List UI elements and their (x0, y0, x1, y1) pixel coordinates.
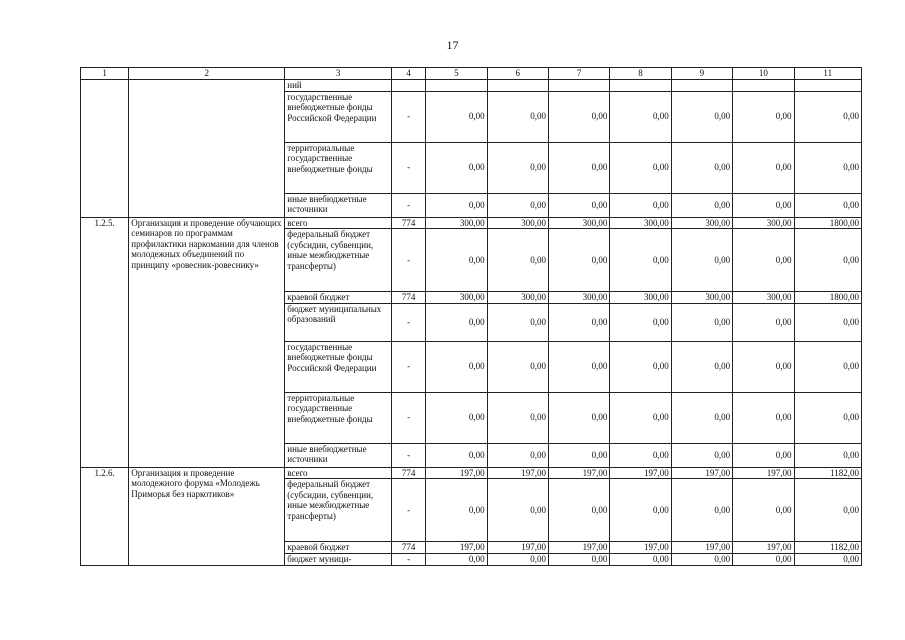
responsible-code (391, 80, 425, 92)
amount-cell: 300,00 (733, 292, 794, 304)
amount-cell: 197,00 (426, 542, 487, 554)
funding-source: государственные внебюджетные фонды Российской Федерации (285, 341, 392, 392)
responsible-code: - (391, 479, 425, 542)
amount-cell: 0,00 (426, 229, 487, 292)
amount-cell: 0,00 (548, 303, 609, 341)
table-row (81, 467, 862, 479)
amount-cell: 0,00 (733, 392, 794, 443)
item-code: 1.2.5. (81, 217, 129, 467)
funding-source: бюджет муници- (285, 553, 392, 565)
amount-cell: 300,00 (548, 217, 609, 229)
item-code: 1.2.6. (81, 467, 129, 565)
amount-cell: 0,00 (548, 91, 609, 142)
funding-source: территориальные государственные внебюджетные фонды (285, 392, 392, 443)
amount-cell: 300,00 (426, 217, 487, 229)
amount-cell: 0,00 (426, 392, 487, 443)
amount-cell: 0,00 (794, 229, 861, 292)
funding-source: федеральный бюджет (субсидии, субвенции, иные межбюджетные трансферты) (285, 229, 392, 292)
column-header-row (81, 68, 862, 80)
amount-cell: 0,00 (548, 479, 609, 542)
amount-cell (487, 80, 548, 92)
funding-source: иные внебюджетные источники (285, 443, 392, 467)
responsible-code: - (391, 142, 425, 193)
amount-cell: 0,00 (610, 443, 671, 467)
amount-cell: 0,00 (610, 303, 671, 341)
amount-cell: 0,00 (426, 303, 487, 341)
amount-cell (610, 80, 671, 92)
amount-cell: 0,00 (671, 553, 732, 565)
column-header: 9 (671, 68, 732, 80)
amount-cell: 0,00 (794, 392, 861, 443)
responsible-code: 774 (391, 542, 425, 554)
amount-cell: 0,00 (426, 91, 487, 142)
amount-cell: 0,00 (794, 443, 861, 467)
amount-cell: 0,00 (671, 443, 732, 467)
amount-cell: 0,00 (487, 303, 548, 341)
item-name (129, 80, 285, 218)
amount-cell: 0,00 (733, 479, 794, 542)
amount-cell: 0,00 (426, 193, 487, 217)
column-header: 7 (548, 68, 609, 80)
amount-cell: 0,00 (548, 341, 609, 392)
funding-source: краевой бюджет (285, 292, 392, 304)
column-header: 11 (794, 68, 861, 80)
table-row (81, 80, 862, 92)
amount-cell: 0,00 (487, 341, 548, 392)
amount-cell: 0,00 (426, 142, 487, 193)
funding-source: всего (285, 467, 392, 479)
page-number: 17 (446, 38, 459, 52)
amount-cell: 197,00 (487, 542, 548, 554)
amount-cell (794, 80, 861, 92)
amount-cell: 300,00 (487, 217, 548, 229)
amount-cell: 0,00 (610, 193, 671, 217)
item-name: Организация и проведение молодежного форума «Молодежь Приморья без наркотиков» (129, 467, 285, 565)
amount-cell: 0,00 (671, 193, 732, 217)
responsible-code: - (391, 229, 425, 292)
amount-cell: 1800,00 (794, 292, 861, 304)
amount-cell: 0,00 (610, 91, 671, 142)
responsible-code: - (391, 553, 425, 565)
amount-cell: 0,00 (610, 392, 671, 443)
responsible-code: - (391, 392, 425, 443)
amount-cell: 0,00 (794, 303, 861, 341)
amount-cell: 0,00 (794, 193, 861, 217)
amount-cell: 0,00 (487, 553, 548, 565)
amount-cell: 0,00 (671, 341, 732, 392)
amount-cell: 0,00 (610, 553, 671, 565)
amount-cell: 0,00 (794, 142, 861, 193)
amount-cell: 0,00 (426, 443, 487, 467)
amount-cell: 0,00 (794, 479, 861, 542)
amount-cell: 0,00 (671, 392, 732, 443)
amount-cell: 0,00 (487, 479, 548, 542)
amount-cell: 0,00 (733, 303, 794, 341)
amount-cell: 197,00 (733, 467, 794, 479)
column-header: 4 (391, 68, 425, 80)
amount-cell: 300,00 (426, 292, 487, 304)
amount-cell: 0,00 (733, 553, 794, 565)
amount-cell: 0,00 (426, 341, 487, 392)
amount-cell: 0,00 (487, 392, 548, 443)
amount-cell: 0,00 (426, 479, 487, 542)
responsible-code: - (391, 443, 425, 467)
amount-cell: 300,00 (671, 217, 732, 229)
column-header: 8 (610, 68, 671, 80)
item-code (81, 80, 129, 218)
column-header: 10 (733, 68, 794, 80)
responsible-code: 774 (391, 292, 425, 304)
amount-cell: 197,00 (487, 467, 548, 479)
amount-cell: 197,00 (671, 542, 732, 554)
responsible-code: - (391, 303, 425, 341)
amount-cell: 0,00 (548, 392, 609, 443)
responsible-code: 774 (391, 217, 425, 229)
amount-cell: 0,00 (548, 553, 609, 565)
amount-cell: 0,00 (610, 341, 671, 392)
amount-cell: 197,00 (548, 467, 609, 479)
amount-cell (426, 80, 487, 92)
column-header: 5 (426, 68, 487, 80)
amount-cell: 300,00 (671, 292, 732, 304)
funding-source: иные внебюджетные источники (285, 193, 392, 217)
amount-cell (671, 80, 732, 92)
amount-cell: 0,00 (487, 443, 548, 467)
amount-cell: 0,00 (426, 553, 487, 565)
amount-cell: 0,00 (733, 443, 794, 467)
amount-cell: 197,00 (548, 542, 609, 554)
amount-cell: 300,00 (610, 292, 671, 304)
amount-cell: 0,00 (671, 303, 732, 341)
amount-cell: 300,00 (548, 292, 609, 304)
responsible-code: - (391, 341, 425, 392)
column-header: 2 (129, 68, 285, 80)
funding-source: государственные внебюджетные фонды Российской Федерации (285, 91, 392, 142)
column-header: 6 (487, 68, 548, 80)
budget-table (80, 67, 862, 566)
amount-cell: 0,00 (794, 91, 861, 142)
amount-cell: 0,00 (487, 229, 548, 292)
funding-source: всего (285, 217, 392, 229)
responsible-code: - (391, 91, 425, 142)
amount-cell: 0,00 (610, 142, 671, 193)
amount-cell: 0,00 (671, 91, 732, 142)
responsible-code: - (391, 193, 425, 217)
amount-cell: 197,00 (671, 467, 732, 479)
amount-cell: 0,00 (548, 193, 609, 217)
amount-cell: 0,00 (794, 553, 861, 565)
amount-cell: 0,00 (548, 443, 609, 467)
amount-cell: 0,00 (733, 91, 794, 142)
amount-cell: 197,00 (733, 542, 794, 554)
amount-cell: 0,00 (610, 229, 671, 292)
funding-source: территориальные государственные внебюджетные фонды (285, 142, 392, 193)
amount-cell (733, 80, 794, 92)
funding-source: бюджет муниципальных образований (285, 303, 392, 341)
funding-source: краевой бюджет (285, 542, 392, 554)
amount-cell: 0,00 (671, 479, 732, 542)
amount-cell: 0,00 (733, 229, 794, 292)
amount-cell: 0,00 (671, 229, 732, 292)
amount-cell: 0,00 (548, 142, 609, 193)
amount-cell: 0,00 (794, 341, 861, 392)
amount-cell: 0,00 (548, 229, 609, 292)
amount-cell: 300,00 (610, 217, 671, 229)
table-row (81, 217, 862, 229)
column-header: 3 (285, 68, 392, 80)
amount-cell: 0,00 (487, 91, 548, 142)
amount-cell: 0,00 (733, 142, 794, 193)
amount-cell: 0,00 (671, 142, 732, 193)
item-name: Организация и проведение обучающих семинаров по программам профилактики наркомании для членов молодежных объединений по принципу «ровесник-ровеснику» (129, 217, 285, 467)
amount-cell: 197,00 (610, 542, 671, 554)
amount-cell: 0,00 (733, 193, 794, 217)
amount-cell: 300,00 (487, 292, 548, 304)
table-body (81, 68, 862, 566)
responsible-code: 774 (391, 467, 425, 479)
funding-source: федеральный бюджет (субсидии, субвенции, иные межбюджетные трансферты) (285, 479, 392, 542)
funding-source: ний (285, 80, 392, 92)
amount-cell: 300,00 (733, 217, 794, 229)
amount-cell: 197,00 (426, 467, 487, 479)
amount-cell: 0,00 (733, 341, 794, 392)
amount-cell: 197,00 (610, 467, 671, 479)
amount-cell: 0,00 (487, 193, 548, 217)
amount-cell (548, 80, 609, 92)
amount-cell: 0,00 (610, 479, 671, 542)
amount-cell: 1182,00 (794, 542, 861, 554)
amount-cell: 1800,00 (794, 217, 861, 229)
amount-cell: 0,00 (487, 142, 548, 193)
amount-cell: 1182,00 (794, 467, 861, 479)
column-header: 1 (81, 68, 129, 80)
